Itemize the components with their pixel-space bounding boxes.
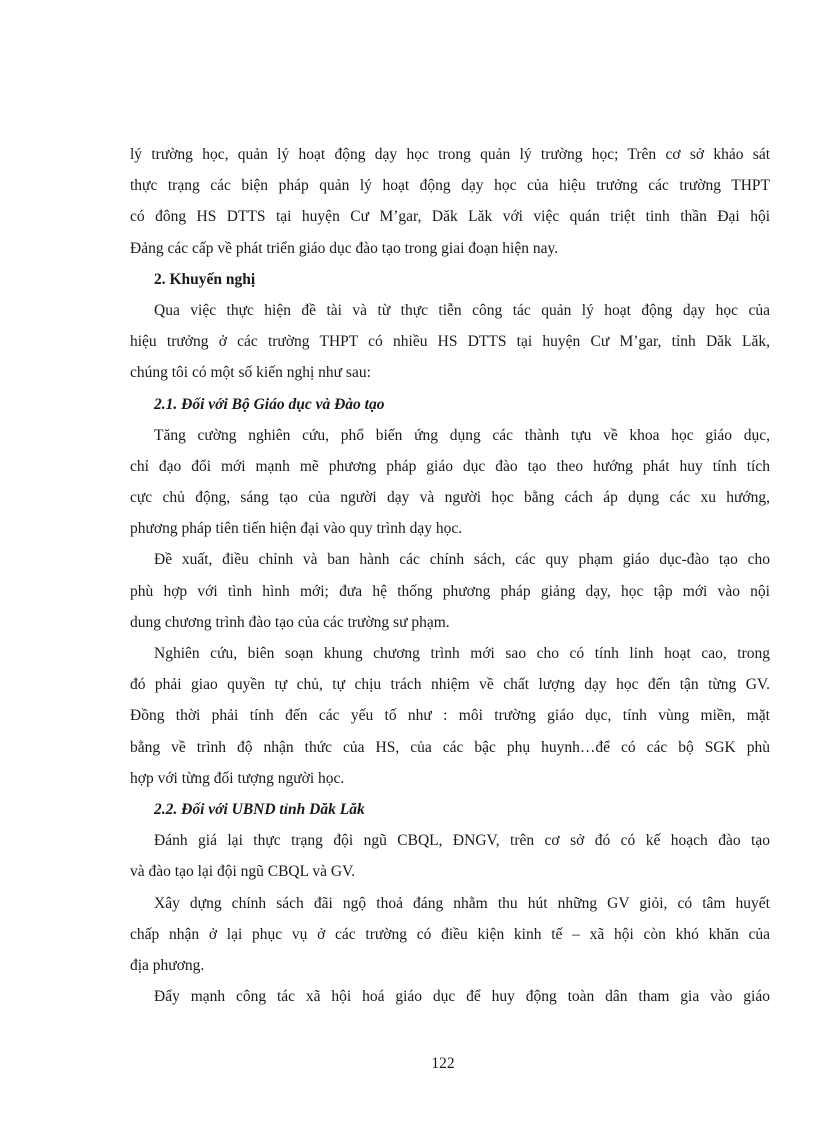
- text-line: hiệu trưởng ở các trường THPT có nhiều HS DTTS tại huyện Cư M’gar, tỉnh Dăk Lăk,: [130, 333, 770, 351]
- text-line: Đề xuất, điều chỉnh và ban hành các chính sách, các quy phạm giáo dục-đào tạo cho: [154, 551, 770, 569]
- subsection-heading-ministry: 2.1. Đối với Bộ Giáo dục và Đào tạo: [154, 395, 385, 413]
- subsection-heading-provincial-committee: 2.2. Đối với UBND tỉnh Dăk Lăk: [154, 800, 365, 818]
- text-line: hợp với từng đối tượng người học.: [130, 769, 345, 787]
- text-line: và đào tạo lại đội ngũ CBQL và GV.: [130, 863, 356, 881]
- text-line: chúng tôi có một số kiến nghị như sau:: [130, 364, 371, 382]
- text-line: chấp nhận ở lại phục vụ ở các trường có điều kiện kinh tế – xã hội còn khó khăn của: [130, 925, 770, 943]
- text-line: đó phải giao quyền tự chủ, tự chịu trách nhiệm về chất lượng dạy học đến tận từng GV.: [130, 676, 770, 694]
- section-heading-recommendations: 2. Khuyến nghị: [154, 270, 256, 288]
- text-line: Đảng các cấp về phát triển giáo dục đào tạo trong giai đoạn hiện nay.: [130, 239, 559, 257]
- text-line: Nghiên cứu, biên soạn khung chương trình mới sao cho có tính linh hoạt cao, trong: [154, 645, 770, 662]
- text-line: Xây dựng chính sách đãi ngộ thoả đáng nhằm thu hút những GV giỏi, có tâm huyết: [154, 894, 770, 912]
- body-text: [130, 139, 770, 1012]
- page-number: 122: [431, 1055, 455, 1072]
- text-line: Đồng thời phải tính đến các yếu tố như : môi trường giáo dục, tính vùng miền, mặt: [130, 707, 770, 725]
- text-line: Đẩy mạnh công tác xã hội hoá giáo dục để huy động toàn dân tham gia vào giáo: [154, 988, 770, 1006]
- text-line: thực trạng các biện pháp quản lý hoạt động dạy học của hiệu trưởng các trường THPT: [130, 177, 770, 195]
- text-line: phương pháp tiên tiến hiện đại vào quy trình dạy học.: [130, 520, 463, 538]
- text-line: bằng về trình độ nhận thức của HS, của các bậc phụ huynh…để có các bộ SGK phù: [130, 738, 770, 756]
- text-line: Tăng cường nghiên cứu, phổ biến ứng dụng các thành tựu về khoa học giáo dục,: [154, 426, 770, 444]
- text-line: phù hợp với tình hình mới; đưa hệ thống phương pháp giảng dạy, học tập mới vào nội: [130, 582, 770, 600]
- text-line: địa phương.: [130, 956, 205, 974]
- text-line: dung chương trình đào tạo của các trường sư phạm.: [130, 613, 450, 631]
- text-line: có đông HS DTTS tại huyện Cư M’gar, Dăk Lăk với việc quán triệt tinh thần Đại hội: [130, 208, 770, 226]
- text-line: chỉ đạo đổi mới mạnh mẽ phương pháp giáo dục đào tạo theo hướng phát huy tính tích: [130, 457, 770, 475]
- text-line: Qua việc thực hiện đề tài và từ thực tiễn công tác quản lý hoạt động dạy học của: [154, 301, 770, 319]
- text-line: cực chủ động, sáng tạo của người dạy và người học bằng cách áp dụng các xu hướng,: [130, 489, 770, 507]
- text-line: lý trường học, quản lý hoạt động dạy học trong quản lý trường học; Trên cơ sở khảo sát: [130, 146, 770, 163]
- text-line: Đánh giá lại thực trạng đội ngũ CBQL, ĐNGV, trên cơ sở đó có kế hoạch đào tạo: [154, 832, 770, 850]
